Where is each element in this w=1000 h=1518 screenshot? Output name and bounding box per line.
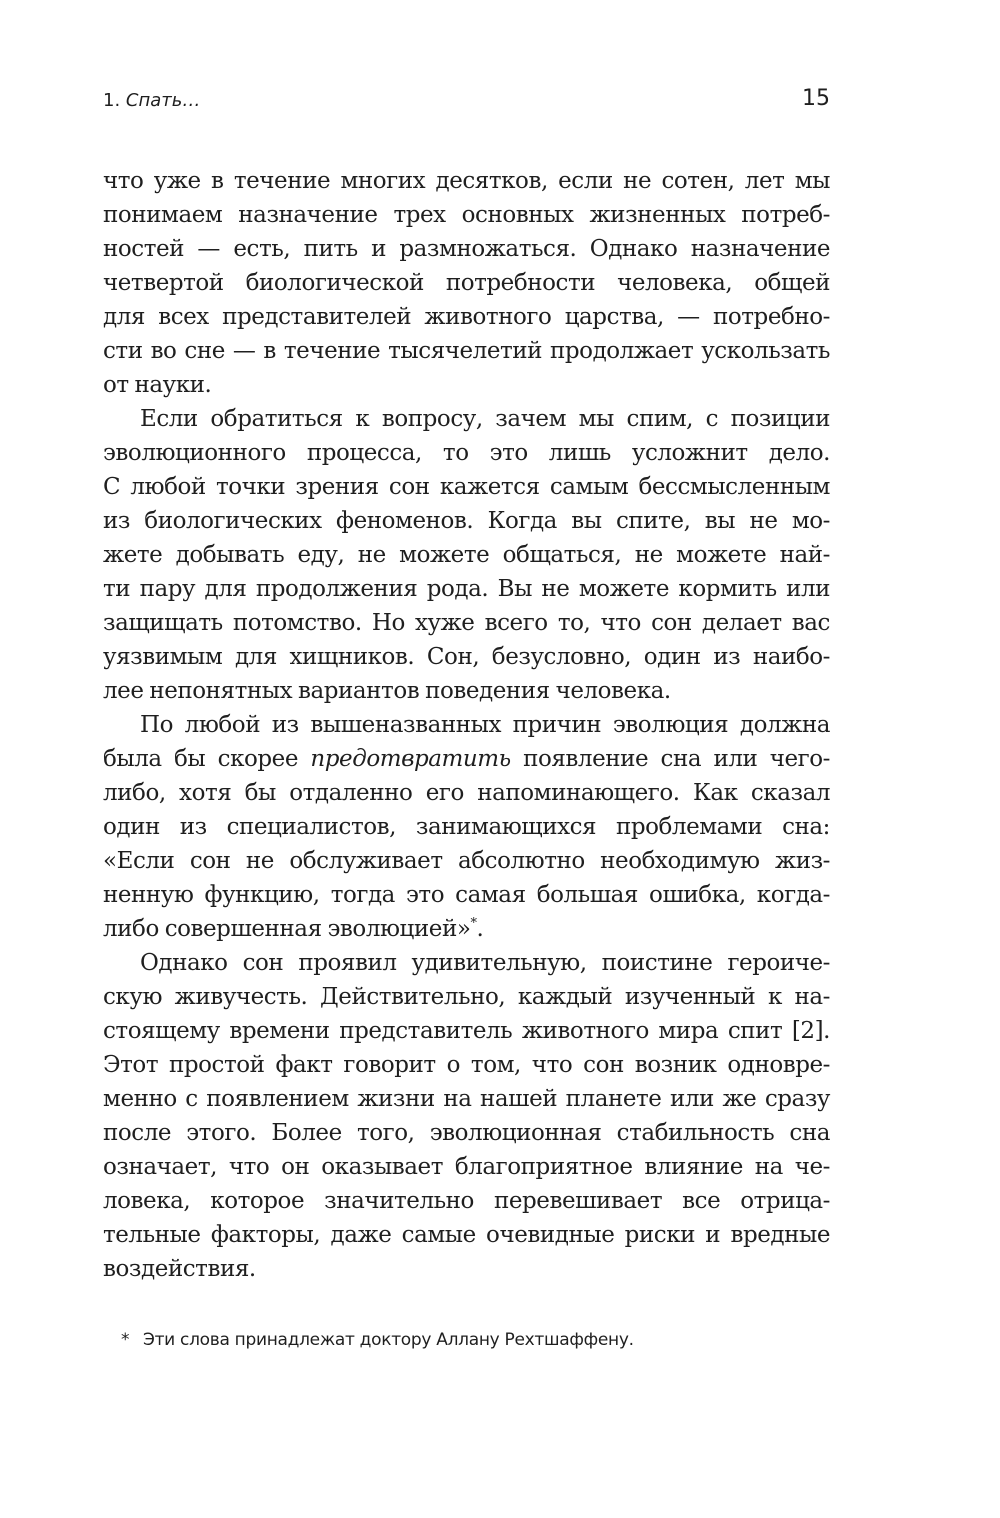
- text-line: С любой точки зрения сон кажется самым бессмысленным: [103, 474, 830, 500]
- text-line: для всех представителей животного царства, — потребно-: [103, 304, 830, 330]
- text-line: [103, 742, 830, 776]
- chapter-title: Спать…: [125, 90, 201, 111]
- text-line: понимаем назначение трех основных жизненных потреб-: [103, 202, 830, 228]
- text-line: ловека, которое значительно перевешивает все отрица-: [103, 1188, 830, 1214]
- text-line: что уже в течение многих десятков, если не сотен, лет мы: [103, 168, 830, 194]
- text-line: из биологических феноменов. Когда вы спите, вы не мо-: [103, 508, 830, 534]
- text-line: По любой из вышеназванных причин эволюция должна: [140, 712, 830, 738]
- text-line: один из специалистов, занимающихся проблемами сна:: [103, 814, 830, 840]
- text-line: стоящему времени представитель животного мира спит [2].: [103, 1018, 830, 1044]
- chapter-label: [103, 90, 200, 112]
- text-line: лее непонятных вариантов поведения человека.: [103, 678, 671, 704]
- text-line: означает, что он оказывает благоприятное влияние на че-: [103, 1154, 830, 1180]
- text-line: менно с появлением жизни на нашей планете или же сразу: [103, 1086, 830, 1112]
- text-line: после этого. Более того, эволюционная стабильность сна: [103, 1120, 830, 1146]
- emphasized-word: предотвратить: [310, 746, 511, 772]
- text-line: уязвимым для хищников. Сон, безусловно, один из наибо-: [103, 644, 830, 670]
- footnote-reference[interactable]: *: [470, 916, 477, 931]
- text-fragment: появление сна или чего-: [523, 746, 830, 772]
- text-line: «Если сон не обслуживает абсолютно необходимую жиз-: [103, 848, 830, 874]
- text-line: скую живучесть. Действительно, каждый изученный к на-: [103, 984, 830, 1010]
- page-number: 15: [802, 86, 830, 111]
- paragraph-2: [103, 402, 830, 708]
- body-text: [103, 164, 830, 1286]
- text-line: защищать потомство. Но хуже всего то, что сон делает вас: [103, 610, 830, 636]
- text-line: ненную функцию, тогда это самая большая ошибка, когда-: [103, 882, 830, 908]
- text-line: эволюционного процесса, то это лишь усложнит дело.: [103, 440, 830, 466]
- footnote-mark: *: [121, 1330, 130, 1350]
- text-fragment: либо совершенная эволюцией»: [103, 916, 471, 942]
- text-line: Этот простой факт говорит о том, что сон возник одновре-: [103, 1052, 830, 1078]
- paragraph-4: [103, 946, 830, 1286]
- text-fragment: была бы скорее: [103, 746, 299, 772]
- footnote: [103, 1328, 830, 1352]
- text-line: четвертой биологической потребности человека, общей: [103, 270, 830, 296]
- footnote-text: Эти слова принадлежат доктору Аллану Рехтшаффену.: [143, 1330, 634, 1350]
- text-line: сти во сне — в течение тысячелетий продолжает ускользать: [103, 338, 830, 364]
- text-line: воздействия.: [103, 1256, 256, 1282]
- text-line: Если обратиться к вопросу, зачем мы спим, с позиции: [140, 406, 830, 432]
- running-head: [103, 86, 830, 118]
- text-line: Однако сон проявил удивительную, поистине героиче-: [140, 950, 830, 976]
- text-line: либо, хотя бы отдаленно его напоминающего. Как сказал: [103, 780, 830, 806]
- text-line: жете добывать еду, не можете общаться, не можете най-: [103, 542, 830, 568]
- text-line: [103, 912, 830, 946]
- chapter-number: 1.: [103, 90, 121, 111]
- text-line: ти пару для продолжения рода. Вы не можете кормить или: [103, 576, 830, 602]
- text-line: ностей — есть, пить и размножаться. Однако назначение: [103, 236, 830, 262]
- text-line: тельные факторы, даже самые очевидные риски и вредные: [103, 1222, 830, 1248]
- paragraph-3: [103, 708, 830, 946]
- text-line: от науки.: [103, 372, 212, 398]
- paragraph-1: [103, 164, 830, 402]
- text-fragment: .: [476, 916, 484, 942]
